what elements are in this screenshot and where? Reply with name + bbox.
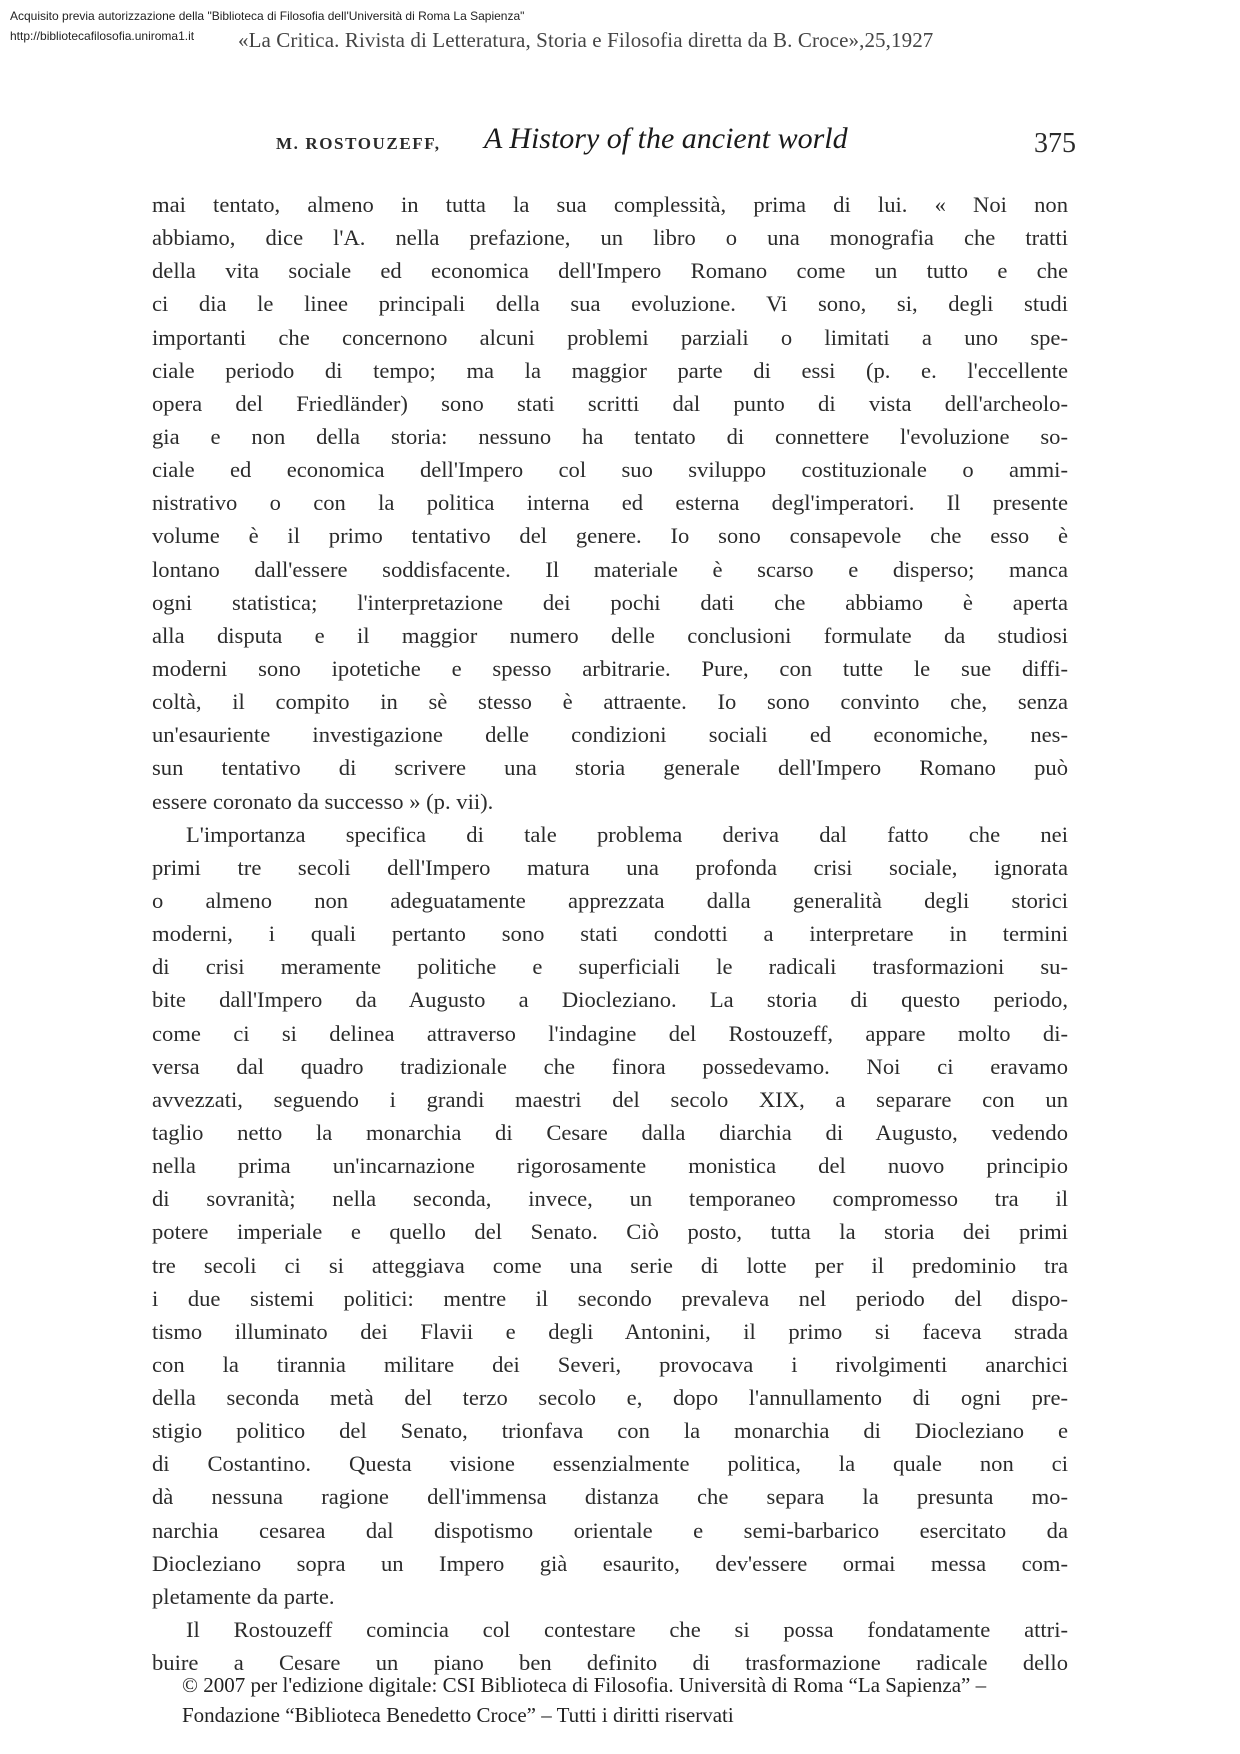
text-line: Il Rostouzeff comincia col contestare che si possa fondatamente attri- (186, 1617, 1068, 1643)
text-line: nella prima un'incarnazione rigorosamente monistica del nuovo principio (152, 1153, 1068, 1179)
text-line: gia e non della storia: nessuno ha tentato di connettere l'evoluzione so- (152, 423, 1068, 449)
text-line: L'importanza specifica di tale problema deriva dal fatto che nei (186, 821, 1068, 847)
text-line: come ci si delinea attraverso l'indagine del Rostouzeff, appare molto di- (152, 1020, 1068, 1046)
text-line: importanti che concernono alcuni problemi parziali o limitati a uno spe- (152, 324, 1068, 350)
text-line: avvezzati, seguendo i grandi maestri del secolo XIX, a separare con un (152, 1086, 1068, 1112)
text-line: bite dall'Impero da Augusto a Diocleziano. La storia di questo periodo, (152, 987, 1068, 1013)
text-line: narchia cesarea dal dispotismo orientale e semi-barbarico esercitato da (152, 1517, 1068, 1543)
text-line: della vita sociale ed economica dell'Impero Romano come un tutto e che (152, 258, 1068, 284)
text-line: alla disputa e il maggior numero delle conclusioni formulate da studiosi (152, 622, 1068, 648)
text-line: essere coronato da successo » (p. vii). (152, 788, 494, 814)
source-url[interactable]: http://bibliotecafilosofia.uniroma1.it (10, 29, 195, 43)
text-line: abbiamo, dice l'A. nella prefazione, un libro o una monografia che tratti (152, 225, 1068, 251)
text-line: versa dal quadro tradizionale che finora possedevamo. Noi ci eravamo (152, 1053, 1068, 1079)
text-line: nistrativo o con la politica interna ed esterna degl'imperatori. Il presente (152, 490, 1068, 516)
text-line: sun tentativo di scrivere una storia generale dell'Impero Romano può (152, 755, 1068, 781)
text-line: ciale periodo di tempo; ma la maggior parte di essi (p. e. l'eccellente (152, 357, 1068, 383)
page-number: 375 (1034, 128, 1076, 159)
text-line: di sovranità; nella seconda, invece, un temporaneo compromesso tra il (152, 1186, 1068, 1212)
text-line: ogni statistica; l'interpretazione dei pochi dati che abbiamo è aperta (152, 589, 1068, 615)
text-line: mai tentato, almeno in tutta la sua complessità, prima di lui. « Noi non (152, 192, 1068, 217)
text-line: primi tre secoli dell'Impero matura una profonda crisi sociale, ignorata (152, 854, 1068, 880)
text-line: lontano dall'essere soddisfacente. Il materiale è scarso e disperso; manca (152, 556, 1068, 582)
text-line: ci dia le linee principali della sua evoluzione. Vi sono, si, degli studi (152, 291, 1068, 317)
text-line: volume è il primo tentativo del genere. Io sono consapevole che esso è (152, 523, 1068, 549)
text-line: opera del Friedländer) sono stati scritti dal punto di vista dell'archeolo- (152, 390, 1068, 416)
footer-line: Fondazione “Biblioteca Benedetto Croce” – Tutti i diritti riservati (182, 1703, 734, 1727)
running-head (276, 122, 1076, 162)
text-line: taglio netto la monarchia di Cesare dalla diarchia di Augusto, vedendo (152, 1119, 1068, 1145)
text-line: della seconda metà del terzo secolo e, dopo l'annullamento di ogni pre- (152, 1385, 1068, 1411)
running-head-title: A History of the ancient world (484, 122, 848, 155)
text-line: tismo illuminato dei Flavii e degli Antonini, il primo si faceva strada (152, 1318, 1068, 1344)
text-line: un'esauriente investigazione delle condizioni sociali ed economiche, nes- (152, 722, 1068, 748)
text-line: stigio politico del Senato, trionfava con la monarchia di Diocleziano e (152, 1418, 1068, 1444)
text-line: moderni sono ipotetiche e spesso arbitrarie. Pure, con tutte le sue diffi- (152, 655, 1068, 681)
text-line: i due sistemi politici: mentre il secondo prevaleva nel periodo del dispo- (152, 1285, 1068, 1311)
text-line: dà nessuna ragione dell'immensa distanza che separa la presunta mo- (152, 1484, 1068, 1510)
text-line: pletamente da parte. (152, 1583, 335, 1609)
text-line: moderni, i quali pertanto sono stati condotti a interpretare in termini (152, 921, 1068, 947)
running-head-author: M. ROSTOUZEFF, (276, 134, 441, 153)
text-line: tre secoli ci si atteggiava come una serie di lotte per il predominio tra (152, 1252, 1068, 1278)
text-line: di Costantino. Questa visione essenzialmente politica, la quale non ci (152, 1451, 1068, 1477)
text-line: di crisi meramente politiche e superficiali le radicali trasformazioni su- (152, 954, 1068, 980)
text-line: con la tirannia militare dei Severi, provocava i rivolgimenti anarchici (152, 1351, 1068, 1377)
permission-note: Acquisito previa autorizzazione della "Biblioteca di Filosofia dell'Università di Roma La Sapienza" (10, 9, 525, 23)
text-line: potere imperiale e quello del Senato. Ciò posto, tutta la storia dei primi (152, 1219, 1068, 1245)
text-line: Diocleziano sopra un Impero già esaurito, dev'essere ormai messa com- (152, 1550, 1068, 1576)
text-line: o almeno non adeguatamente apprezzata dalla generalità degli storici (152, 887, 1068, 913)
footer-line: © 2007 per l'edizione digitale: CSI Biblioteca di Filosofia. Università di Roma “La Sapienza” – (182, 1673, 987, 1697)
text-line: buire a Cesare un piano ben definito di trasformazione radicale dello (152, 1650, 1068, 1676)
text-line: ciale ed economica dell'Impero col suo sviluppo costituzionale o ammi- (152, 457, 1068, 483)
copyright-footer (182, 1670, 1102, 1730)
body-text (152, 188, 1068, 1679)
source-citation: «La Critica. Rivista di Letteratura, Storia e Filosofia diretta da B. Croce»,25,1927 (238, 28, 934, 52)
text-line: coltà, il compito in sè stesso è attraente. Io sono convinto che, senza (152, 689, 1068, 715)
